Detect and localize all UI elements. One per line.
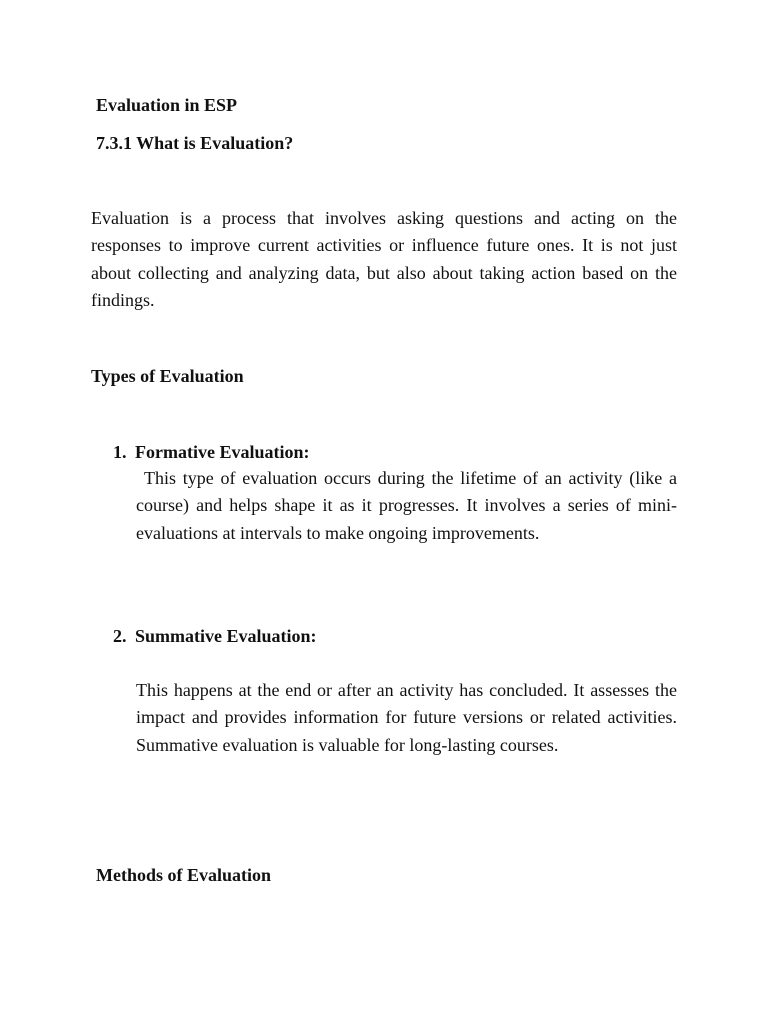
list-item-heading: Formative Evaluation: <box>135 442 310 462</box>
list-item-number: 2. <box>113 626 127 646</box>
list-item-number: 1. <box>113 442 127 462</box>
document-title: Evaluation in ESP <box>96 95 238 115</box>
list-item-title <box>113 625 317 647</box>
list-item-heading: Summative Evaluation: <box>135 626 317 646</box>
list-item-title <box>113 441 309 463</box>
intro-paragraph: Evaluation is a process that involves asking questions and acting on the responses to improve current activities or influence future ones. It is not just about collecting and analyzing data, but also about taking action based on the findings. <box>91 208 677 310</box>
list-item-body: This happens at the end or after an activity has concluded. It assesses the impact and provides information for future versions or related activities. Summative evaluation is valuable for long-lasting courses. <box>136 680 677 755</box>
section-title: 7.3.1 What is Evaluation? <box>96 133 294 153</box>
types-heading: Types of Evaluation <box>91 366 244 386</box>
methods-heading: Methods of Evaluation <box>96 865 272 885</box>
list-item-body: This type of evaluation occurs during the lifetime of an activity (like a course) and helps shape it as it progresses. It involves a series of mini-evaluations at intervals to make ongoing improvements. <box>136 468 677 543</box>
